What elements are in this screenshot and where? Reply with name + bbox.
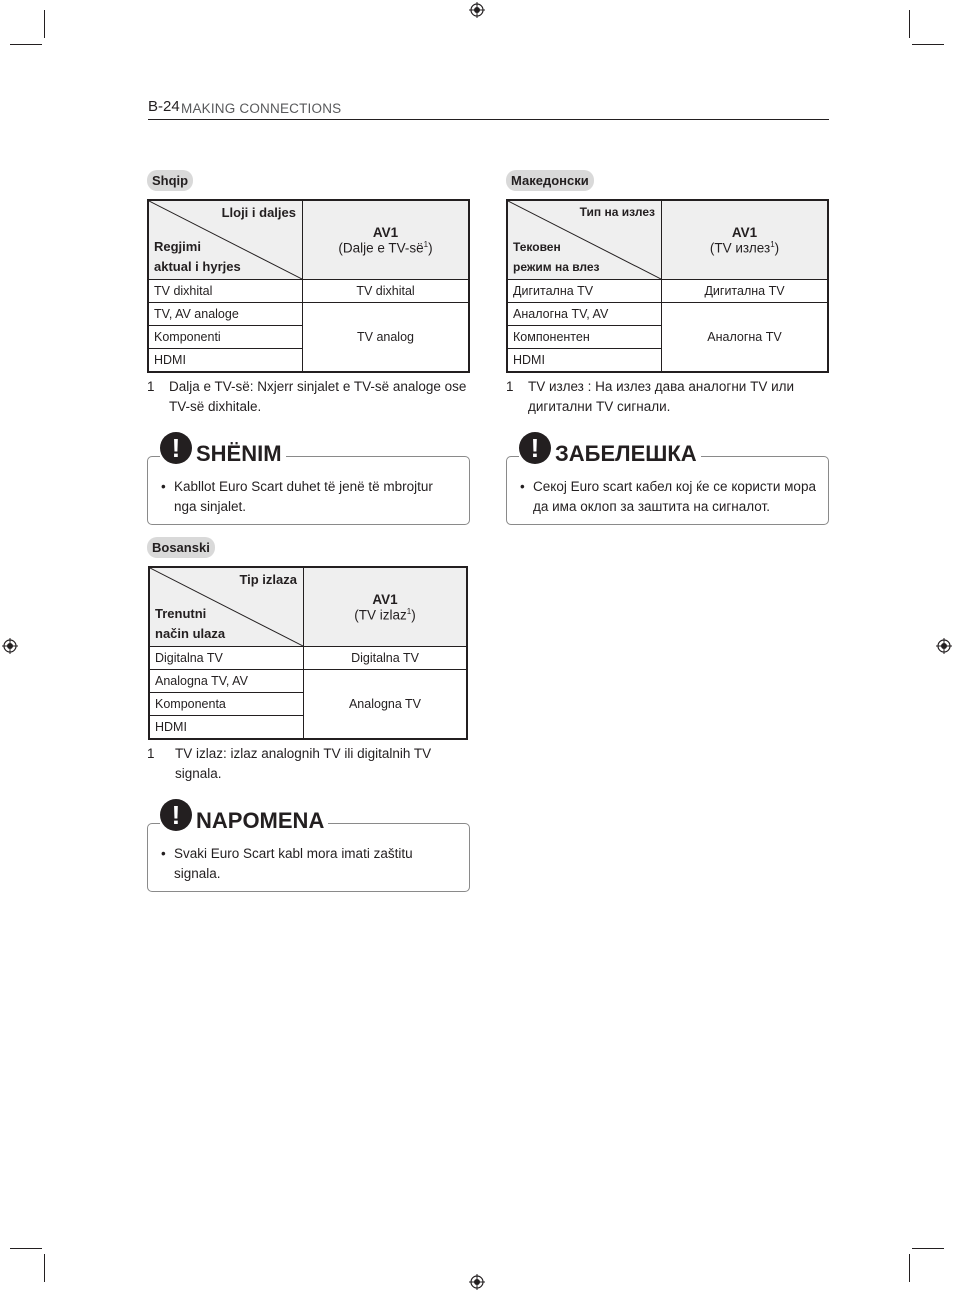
table-cell: Analogna TV, AV: [149, 670, 304, 693]
input-mode-label: [155, 604, 225, 644]
table-header-diagonal: [149, 567, 304, 647]
table-cell: Компонентен: [507, 326, 662, 349]
table-cell: Komponenta: [149, 693, 304, 716]
av1-label: AV1: [731, 224, 758, 240]
footnote-number: 1: [506, 379, 514, 394]
section-shqip: [147, 170, 470, 525]
table-cell: Дигитална TV: [507, 280, 662, 303]
table-header-diagonal: [507, 200, 662, 280]
note-title: ЗАБЕЛЕШКА: [555, 441, 697, 466]
footnote-number: 1: [147, 379, 155, 394]
note-title: SHËNIM: [196, 441, 282, 466]
page-number: B-24: [148, 98, 180, 115]
table-cell: HDMI: [507, 349, 662, 373]
section-makedonski: [506, 170, 829, 525]
crop-mark: [909, 10, 910, 38]
note-body: [148, 824, 469, 891]
table-cell: Digitalna TV: [304, 647, 468, 670]
registration-mark-icon: [936, 638, 952, 654]
note-text: Svaki Euro Scart kabl mora imati zaštitu signala.: [174, 846, 413, 881]
table-cell: TV, AV analoge: [148, 303, 303, 326]
input-mode-line: Trenutni: [155, 606, 207, 621]
input-mode-line: aktual i hyrjes: [154, 259, 241, 274]
crop-mark: [10, 1248, 42, 1249]
footnote: [147, 744, 470, 783]
crop-mark: [909, 1254, 910, 1282]
footnote-mark: 1: [423, 239, 429, 249]
footnote-mark: 1: [406, 606, 412, 616]
table-header-diagonal: [148, 200, 303, 280]
footnote-text: TV izlaz: izlaz analognih TV ili digitalnih TV signala.: [175, 746, 432, 781]
crop-mark: [44, 1254, 45, 1282]
footnote-text: TV излез : На излез дава аналогни TV или дигитални TV сигнали.: [528, 379, 795, 414]
connection-table: [506, 199, 829, 373]
input-mode-line: Тековен: [513, 240, 561, 254]
table-cell: Komponenti: [148, 326, 303, 349]
input-mode-line: Regjimi: [154, 239, 201, 254]
registration-mark-icon: [2, 638, 18, 654]
footnote: [506, 377, 829, 416]
note-title: NAPOMENA: [196, 808, 325, 833]
section-bosanski: [147, 537, 470, 892]
note-box: [147, 433, 470, 525]
table-cell: Аналогна TV, AV: [507, 303, 662, 326]
exclamation-icon: !: [160, 799, 192, 831]
table-cell: TV dixhital: [303, 280, 470, 303]
section-title: MAKING CONNECTIONS: [181, 101, 342, 116]
crop-mark: [912, 1248, 944, 1249]
crop-mark: [10, 44, 42, 45]
crop-mark: [912, 44, 944, 45]
av1-label: AV1: [372, 591, 398, 607]
av1-header: AV1 (TV izlaz$^1$): [304, 567, 468, 647]
note-box: [147, 800, 470, 892]
page-header: [148, 98, 829, 120]
note-body: [507, 457, 828, 524]
output-type-label: Тип на излез: [579, 205, 655, 219]
input-mode-label: [513, 237, 600, 277]
bullet-icon: •: [161, 479, 166, 494]
registration-mark-icon: [469, 1274, 485, 1290]
connection-table: [148, 566, 468, 740]
av1-label: AV1: [372, 224, 399, 240]
table-cell: Analogna TV: [304, 670, 468, 740]
av1-sub: (Dalje e TV-së: [338, 240, 424, 256]
av1-header: AV1 (Dalje e $TV-së^1$): [303, 200, 470, 280]
exclamation-icon: !: [160, 432, 192, 464]
connection-table: [147, 199, 470, 373]
language-label: Bosanski: [147, 537, 215, 558]
table-cell: TV dixhital: [148, 280, 303, 303]
table-cell: Digitalna TV: [149, 647, 304, 670]
footnote: [147, 377, 470, 416]
footnote-text: Dalja e TV-së: Nxjerr sinjalet e TV-së analoge ose TV-së dixhitale.: [169, 379, 467, 414]
input-mode-line: način ulaza: [155, 626, 226, 641]
output-type-label: Lloji i daljes: [221, 205, 296, 220]
note-text: Kabllot Euro Scart duhet të jenë të mbrojtur nga sinjalet.: [174, 479, 433, 514]
table-cell: TV analog: [303, 303, 470, 373]
input-mode-line: режим на влез: [513, 260, 600, 274]
language-label: Shqip: [147, 170, 193, 191]
exclamation-icon: !: [519, 432, 551, 464]
note-box: [506, 433, 829, 525]
note-body: [148, 457, 469, 524]
footnote-mark: 1: [770, 239, 775, 249]
table-cell: HDMI: [149, 716, 304, 740]
language-label: Македонски: [506, 170, 594, 191]
footnote-number: 1: [147, 746, 155, 761]
av1-header: AV1 (TV излез$^1$): [662, 200, 829, 280]
av1-sub: (TV izlaz: [354, 607, 407, 623]
output-type-label: Tip izlaza: [239, 572, 297, 587]
note-text: Секој Euro scart кабел кој ќе се користи мора да има оклоп за заштита на сигналот.: [533, 479, 816, 514]
av1-sub: (TV излез: [709, 240, 771, 256]
table-cell: Дигитална TV: [662, 280, 829, 303]
crop-mark: [44, 10, 45, 38]
input-mode-label: [154, 237, 241, 277]
registration-mark-icon: [469, 2, 485, 18]
bullet-icon: •: [161, 846, 166, 861]
table-cell: HDMI: [148, 349, 303, 373]
bullet-icon: •: [520, 479, 525, 494]
table-cell: Аналогна TV: [662, 303, 829, 373]
